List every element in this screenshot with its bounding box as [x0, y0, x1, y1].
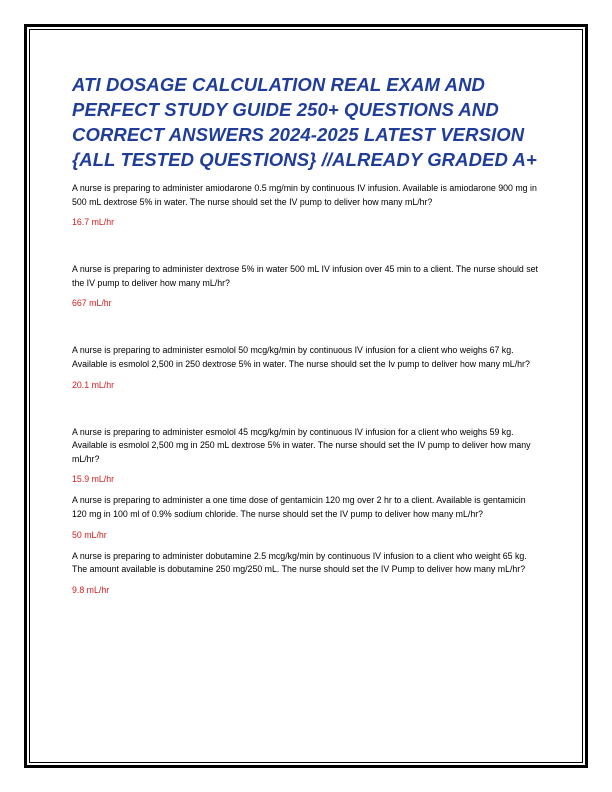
question-text: A nurse is preparing to administer esmolol 50 mcg/kg/min by continuous IV infusion for a client who weighs 67 kg. Available is esmolol 2,500 in 250 dextrose 5% in water. The nurse should set the Iv pump to deliver how many mL/hr? — [72, 345, 530, 369]
document-content — [72, 72, 542, 597]
question-item — [72, 344, 542, 391]
question-text: A nurse is preparing to administer a one time dose of gentamicin 120 mg over 2 hr to a client. Available is gentamicin 120 mg in 100 ml of 0.9% sodium chloride. The nurse should set the IV pump to deliver how many mL/hr? — [72, 495, 526, 519]
answer-text: 667 mL/hr — [72, 298, 112, 309]
question-item — [72, 494, 542, 541]
question-text: A nurse is preparing to administer dobutamine 2.5 mcg/kg/min by continuous IV infusion to a client who weight 65 kg. The amount available is dobutamine 250 mg/250 mL. The nurse should set the IV Pump to deliver how many mL/hr? — [72, 550, 527, 575]
answer-text: 15.9 mL/hr — [72, 474, 115, 485]
question-item — [72, 182, 542, 229]
answer-text: 9.8 mL/hr — [72, 584, 110, 595]
answer-text: 20.1 mL/hr — [72, 379, 115, 390]
question-text: A nurse is preparing to administer amiodarone 0.5 mg/min by continuous IV infusion. Available is amiodarone 900 mg in 500 mL dextrose 5% in water. The nurse should set the IV pump to deliver how many mL/hr? — [72, 183, 537, 207]
question-item — [72, 550, 542, 597]
question-item — [72, 426, 542, 487]
document-title: ATI DOSAGE CALCULATION REAL EXAM AND PERFECT STUDY GUIDE 250+ QUESTIONS AND CORRECT ANSWERS 2024-2025 LATEST VERSION {ALL TESTED QUESTIONS} //ALREADY GRADED A+ — [72, 74, 537, 170]
question-text: A nurse is preparing to administer dextrose 5% in water 500 mL IV infusion over 45 min to a client. The nurse should set the IV pump to deliver how many mL/hr? — [72, 264, 538, 288]
question-text: A nurse is preparing to administer esmolol 45 mcg/kg/min by continuous IV infusion for a client who weighs 59 kg. Available is esmolol 2,500 mg in 250 mL dextrose 5% in water. The nurse should set the IV pump to deliver how many mL/hr? — [72, 426, 531, 464]
question-item — [72, 263, 542, 310]
answer-text: 16.7 mL/hr — [72, 217, 115, 228]
answer-text: 50 mL/hr — [72, 529, 107, 540]
